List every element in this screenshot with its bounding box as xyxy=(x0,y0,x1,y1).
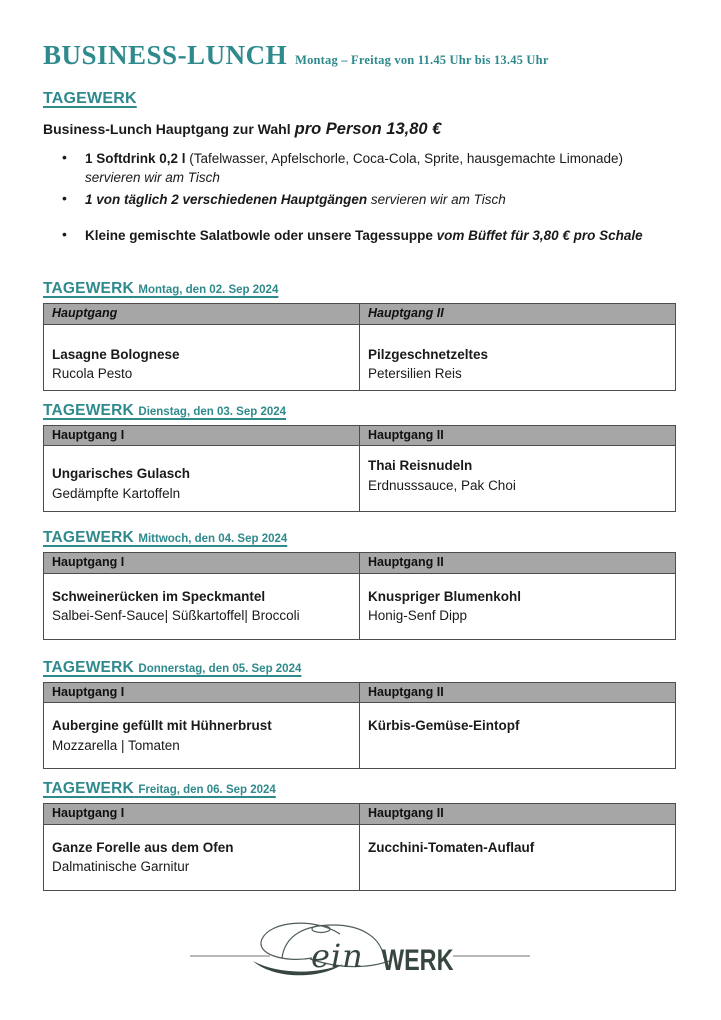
col-header-hauptgang-2: Hauptgang II xyxy=(360,553,676,574)
day-date: Donnerstag, den 05. Sep 2024 xyxy=(138,662,302,675)
table-row xyxy=(44,446,676,512)
menu-table xyxy=(43,425,676,513)
day-heading-text: TAGEWERK xyxy=(43,529,134,547)
day-heading-text: TAGEWERK xyxy=(43,780,134,798)
col-header-hauptgang-1: Hauptgang I xyxy=(44,425,360,446)
dish-side: Dalmatinische Garnitur xyxy=(52,859,190,875)
dish-cell xyxy=(44,324,360,390)
dish-side: Mozzarella | Tomaten xyxy=(52,737,180,753)
day-heading-text: TAGEWERK xyxy=(43,658,134,676)
menu-table xyxy=(43,552,676,640)
col-header-hauptgang-1: Hauptgang I xyxy=(44,804,360,825)
day-section-mittwoch xyxy=(43,530,676,640)
menu-table xyxy=(43,803,676,891)
bullet-regular-text: (Tafelwasser, Apfelschorle, Coca-Cola, Sprite, hausgemachte Limonade) xyxy=(185,150,624,166)
day-heading-text: TAGEWERK xyxy=(43,401,134,419)
col-header-hauptgang-2: Hauptgang II xyxy=(360,304,676,325)
menu-table xyxy=(43,303,676,391)
feinwerk-logo xyxy=(190,913,530,993)
dish-side: Petersilien Reis xyxy=(368,366,462,382)
logo-word-text: WERK xyxy=(381,943,453,977)
dish-title: Thai Reisnudeln xyxy=(368,458,473,474)
table-row xyxy=(44,824,676,890)
tagewerk-heading: TAGEWERK xyxy=(43,90,137,107)
dish-title: Lasagne Bolognese xyxy=(52,346,180,362)
day-section-freitag xyxy=(43,781,676,891)
dish-cell xyxy=(360,703,676,769)
bullet-italic-line: servieren wir am Tisch xyxy=(85,169,220,185)
dish-cell xyxy=(360,573,676,639)
bullet-bold-italic-text: vom Büffet für 3,80 € pro Schale xyxy=(432,228,643,244)
dish-side: Rucola Pesto xyxy=(52,366,133,382)
dish-title: Zucchini-Tomaten-Auflauf xyxy=(368,839,535,855)
bullet-item-softdrink xyxy=(43,149,676,187)
dish-cell xyxy=(44,824,360,890)
dish-title: Schweinerücken im Speckmantel xyxy=(52,588,266,604)
day-date: Dienstag, den 03. Sep 2024 xyxy=(138,405,287,418)
page-title xyxy=(43,42,676,69)
col-header-hauptgang-2: Hauptgang II xyxy=(360,682,676,703)
bullet-list xyxy=(43,149,676,246)
col-header-hauptgang-1: Hauptgang I xyxy=(44,682,360,703)
col-header-hauptgang-2: Hauptgang II xyxy=(360,804,676,825)
dish-side: Gedämpfte Kartoffeln xyxy=(52,485,181,501)
dish-side: Erdnusssauce, Pak Choi xyxy=(368,477,516,493)
page-title-text: BUSINESS-LUNCH xyxy=(43,40,288,70)
table-row xyxy=(44,324,676,390)
table-row xyxy=(44,573,676,639)
day-heading-text: TAGEWERK xyxy=(43,280,134,298)
dish-side: Honig-Senf Dipp xyxy=(368,608,468,624)
dish-cell xyxy=(44,703,360,769)
col-header-hauptgang-2: Hauptgang II xyxy=(360,425,676,446)
day-section-donnerstag xyxy=(43,660,676,770)
day-date: Mittwoch, den 04. Sep 2024 xyxy=(138,533,288,546)
dish-cell xyxy=(360,824,676,890)
col-header-hauptgang-1: Hauptgang xyxy=(44,304,360,325)
dish-title: Kürbis-Gemüse-Eintopf xyxy=(368,718,520,734)
intro-line xyxy=(43,120,676,140)
menu-table xyxy=(43,682,676,770)
dish-title: Pilzgeschnetzeltes xyxy=(368,346,489,362)
dish-title: Knuspriger Blumenkohl xyxy=(368,588,522,604)
dish-title: Aubergine gefüllt mit Hühnerbrust xyxy=(52,718,272,734)
bullet-bold-italic-text: 1 von täglich 2 verschiedenen Hauptgängen xyxy=(85,192,368,208)
dish-cell xyxy=(44,446,360,512)
page-subtitle: Montag – Freitag von 11.45 Uhr bis 13.45 Uhr xyxy=(295,53,549,67)
day-section-dienstag xyxy=(43,403,676,513)
day-heading xyxy=(43,781,276,797)
bullet-bold-text: 1 Softdrink 0,2 l xyxy=(85,150,186,166)
intro-lead: Business-Lunch Hauptgang zur Wahl xyxy=(43,121,291,137)
table-row xyxy=(44,703,676,769)
day-heading xyxy=(43,660,301,676)
bullet-italic-text: servieren wir am Tisch xyxy=(367,192,506,208)
col-header-hauptgang-1: Hauptgang I xyxy=(44,553,360,574)
dish-side: Salbei-Senf-Sauce| Süßkartoffel| Broccoli xyxy=(52,608,300,624)
intro-price: pro Person 13,80 € xyxy=(294,120,442,138)
dish-cell xyxy=(360,324,676,390)
dish-title: Ganze Forelle aus dem Ofen xyxy=(52,839,234,855)
dish-cell xyxy=(360,446,676,512)
day-heading xyxy=(43,403,286,419)
bullet-item-hauptgaenge xyxy=(43,190,676,209)
day-date: Montag, den 02. Sep 2024 xyxy=(138,284,279,297)
dish-title: Ungarisches Gulasch xyxy=(52,466,191,482)
day-date: Freitag, den 06. Sep 2024 xyxy=(138,784,276,797)
day-section-montag xyxy=(43,281,676,391)
bullet-bold-text: Kleine gemischte Salatbowle oder unsere Tagessuppe xyxy=(85,228,433,244)
day-heading xyxy=(43,281,278,297)
day-heading xyxy=(43,530,287,546)
bullet-item-salatbowle xyxy=(43,226,676,245)
dish-cell xyxy=(44,573,360,639)
logo-script-text: ein xyxy=(310,936,364,975)
